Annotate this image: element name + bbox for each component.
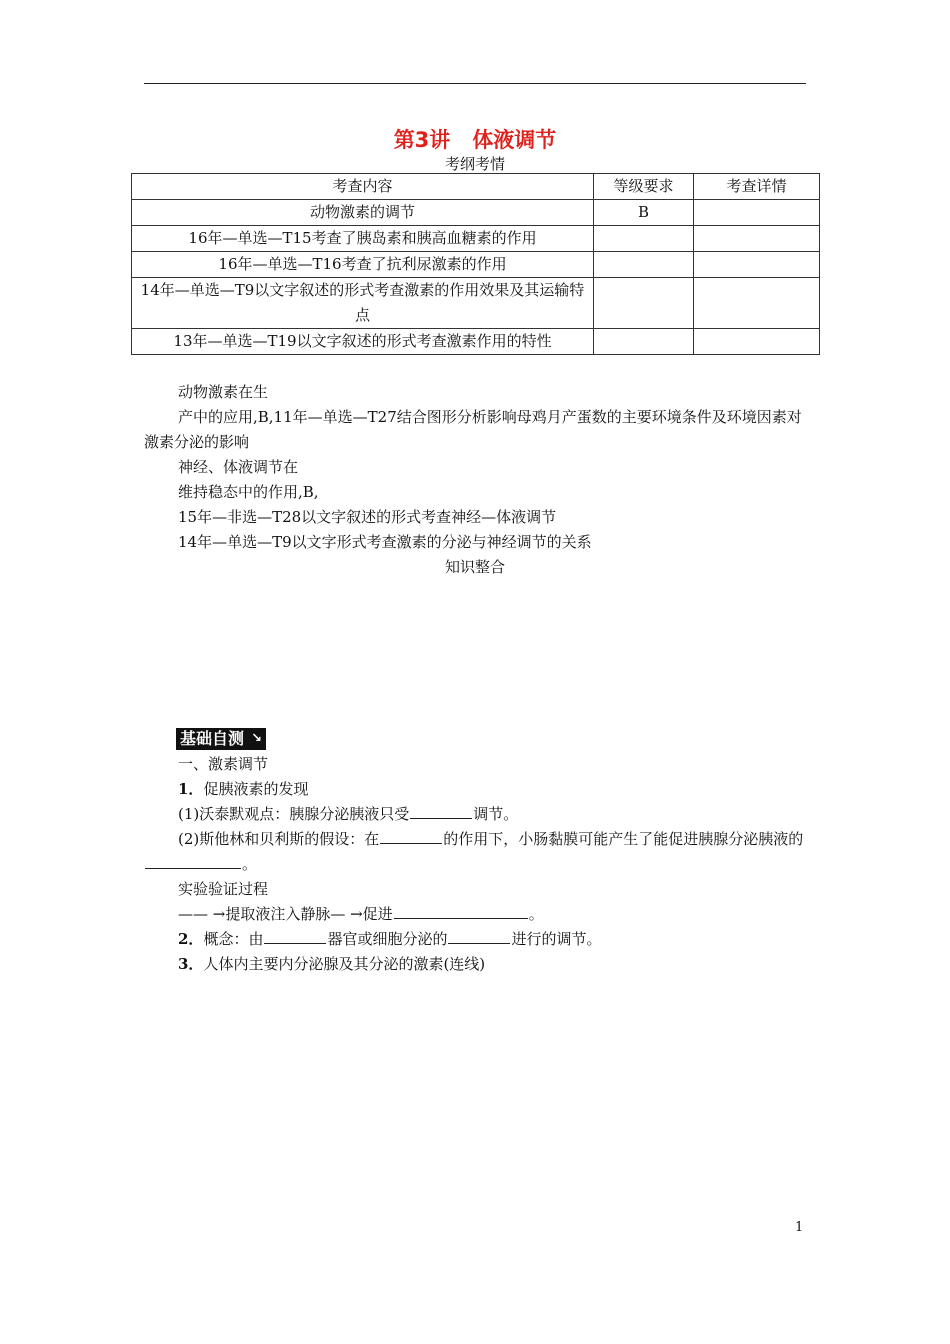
body-line: 14年—单选—T9以文字形式考查激素的分泌与神经调节的关系 (178, 533, 592, 551)
table-header-row (132, 174, 820, 200)
item-1-sub-2 (144, 827, 806, 877)
sub-text: (1)沃泰默观点：胰腺分泌胰液只受 (178, 805, 410, 823)
sub-text: 调节。 (473, 805, 519, 823)
lecture-number: 第3讲 (393, 128, 451, 152)
badge-label: 基础自测 (180, 729, 245, 748)
table-cell: 14年—单选—T9以文字叙述的形式考查激素的作用效果及其运输特点 (132, 278, 594, 329)
fill-blank[interactable] (145, 852, 241, 869)
table-row (132, 252, 820, 278)
sub-text: 。 (242, 855, 258, 873)
experiment-process (144, 902, 806, 927)
item-3 (144, 952, 806, 977)
page-number: 1 (795, 1220, 804, 1235)
item-1-sub-1 (144, 802, 806, 827)
item-number: 2． (178, 930, 204, 948)
section-heading: 一、激素调节 (178, 755, 269, 773)
body-line: 15年—非选—T28以文字叙述的形式考查神经—体液调节 (178, 508, 557, 526)
exam-requirements-table (131, 173, 820, 355)
experiment-label: 实验验证过程 (178, 880, 269, 898)
table-cell (694, 226, 820, 252)
exam-outline-heading: 考纲考情 (444, 155, 505, 173)
item-number: 1． (178, 780, 204, 798)
table-cell (594, 252, 694, 278)
lecture-topic: 体液调节 (472, 128, 557, 152)
table-cell (694, 200, 820, 226)
table-row (132, 200, 820, 226)
process-text: —— →提取液注入静脉— →促进 (178, 905, 393, 923)
header-details: 考查详情 (694, 174, 820, 200)
fill-blank[interactable] (264, 927, 326, 944)
table-cell (694, 329, 820, 355)
item-text: 概念：由 (203, 930, 264, 948)
item-text: 人体内主要内分泌腺及其分泌的激素(连线) (203, 955, 486, 973)
process-text: 。 (528, 905, 544, 923)
table-cell (594, 226, 694, 252)
sub-text: (2)斯他林和贝利斯的假设：在 (178, 830, 380, 848)
body-paragraph: 产中的应用,B,11年—单选—T27结合图形分析影响母鸡月产蛋数的主要环境条件及环境因素对激素分泌的影响 (144, 408, 802, 451)
header-level: 等级要求 (594, 174, 694, 200)
item-1 (144, 777, 806, 802)
table-cell: B (594, 200, 694, 226)
table-cell: 16年—单选—T16考查了抗利尿激素的作用 (132, 252, 594, 278)
item-text: 进行的调节。 (511, 930, 602, 948)
table-cell: 动物激素的调节 (132, 200, 594, 226)
item-number: 3． (178, 955, 204, 973)
basic-self-test-badge (176, 728, 266, 750)
item-text: 促胰液素的发现 (203, 780, 309, 798)
fill-blank[interactable] (410, 802, 472, 819)
body-line: 神经、体液调节在 (178, 458, 299, 476)
sub-text: 的作用下，小肠黏膜可能产生了能促进胰腺分泌胰液的 (443, 830, 804, 848)
item-2 (144, 927, 806, 952)
arrow-down-right-icon: ↘ (251, 731, 263, 746)
fill-blank[interactable] (448, 927, 510, 944)
item-text: 器官或细胞分泌的 (327, 930, 448, 948)
header-content: 考查内容 (132, 174, 594, 200)
table-cell: 16年—单选—T15考查了胰岛素和胰高血糖素的作用 (132, 226, 594, 252)
table-cell (694, 252, 820, 278)
body-line: 动物激素在生 (178, 383, 269, 401)
table-row (132, 329, 820, 355)
fill-blank[interactable] (380, 827, 442, 844)
table-cell (594, 329, 694, 355)
knowledge-integration-heading: 知识整合 (444, 558, 505, 576)
body-line: 维持稳态中的作用,B, (178, 483, 319, 501)
table-row (132, 226, 820, 252)
table-cell (594, 278, 694, 329)
table-row (132, 278, 820, 329)
fill-blank[interactable] (394, 902, 528, 919)
header-rule (144, 83, 806, 84)
table-cell (694, 278, 820, 329)
page-title (0, 124, 950, 154)
table-cell: 13年—单选—T19以文字叙述的形式考查激素作用的特性 (132, 329, 594, 355)
